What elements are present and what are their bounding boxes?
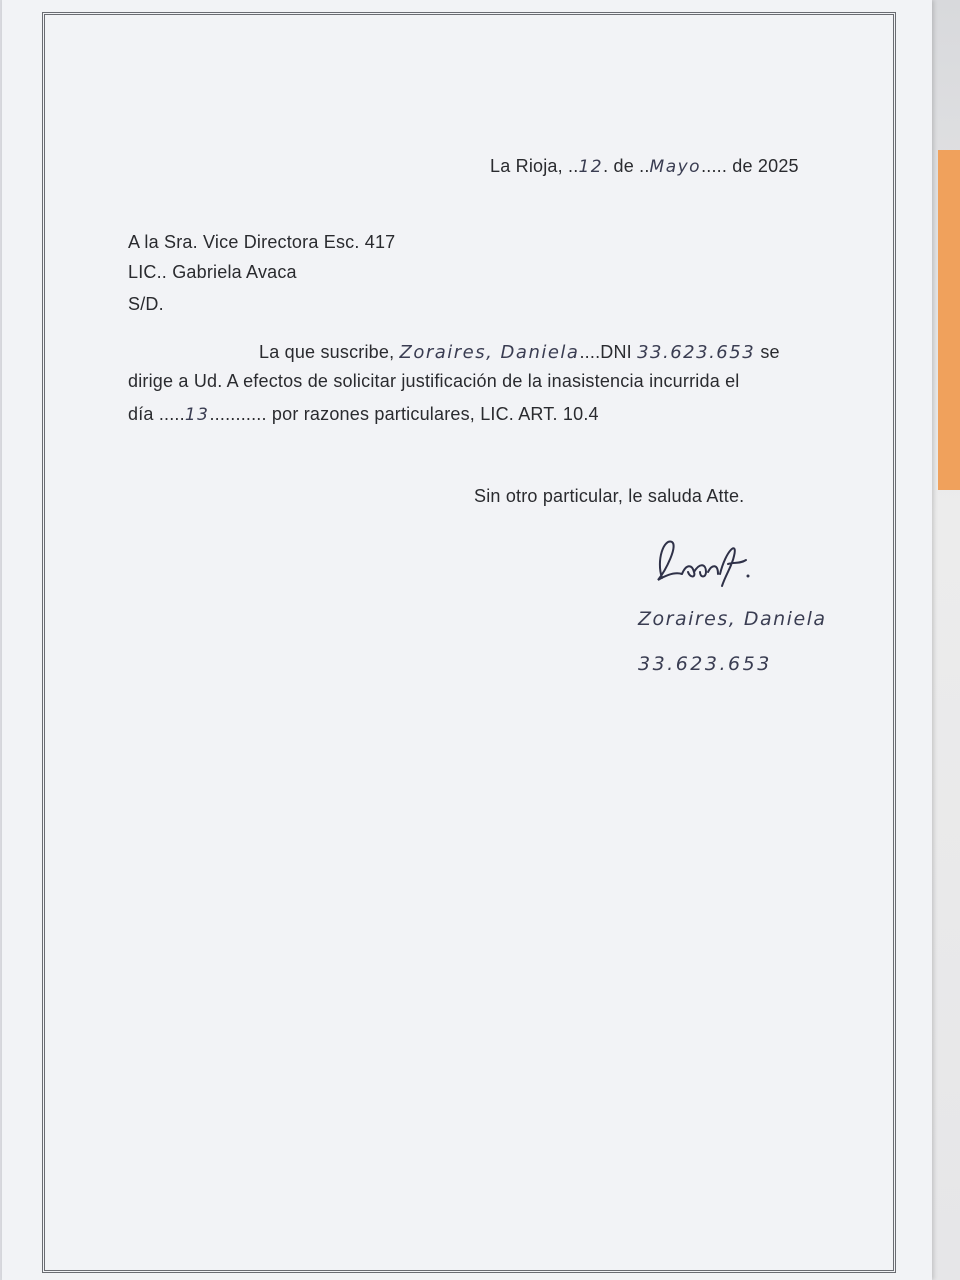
dia-label: día (128, 404, 159, 424)
body-intro: La que suscribe, (259, 342, 400, 362)
body-dia: 13 (184, 405, 210, 425)
body-line-3: día .....13........... por razones particulares, LIC. ART. 10.4 (128, 404, 599, 425)
body-dni: 33.623.653 (637, 342, 756, 363)
closing-line: Sin otro particular, le saluda Atte. (474, 486, 745, 506)
body-se: se (755, 342, 780, 362)
signature-name: Zoraires, Daniela (638, 608, 827, 630)
recipient-line-1: A la Sra. Vice Directora Esc. 417 (128, 232, 396, 252)
date-de: de (608, 156, 640, 176)
date-month: Mayo (649, 157, 702, 177)
body-name: Zoraires, Daniela (399, 342, 580, 363)
body-line-3-rest: por razones particulares, LIC. ART. 10.4 (266, 404, 599, 424)
page-border (42, 12, 896, 1273)
date-day: 12 (578, 157, 604, 177)
recipient-line-2: LIC.. Gabriela Avaca (128, 262, 297, 282)
paper-sheet (2, 0, 932, 1280)
handwritten-signature (642, 530, 782, 590)
body-line-2: dirige a Ud. A efectos de solicitar justificación de la inasistencia incurrida el (128, 371, 740, 391)
recipient-line-3: S/D. (128, 294, 164, 314)
date-line: La Rioja, ..12. de ..Mayo..... de 2025 (490, 156, 799, 177)
signature-dni: 33.623.653 (638, 653, 772, 675)
orange-folder-edge (938, 150, 960, 490)
date-prefix: La Rioja, (490, 156, 569, 176)
body-line-1: La que suscribe, Zoraires, Daniela....DNI 33.623.653 se (259, 342, 780, 363)
date-suffix: de 2025 (727, 156, 799, 176)
dni-label: DNI (600, 342, 638, 362)
